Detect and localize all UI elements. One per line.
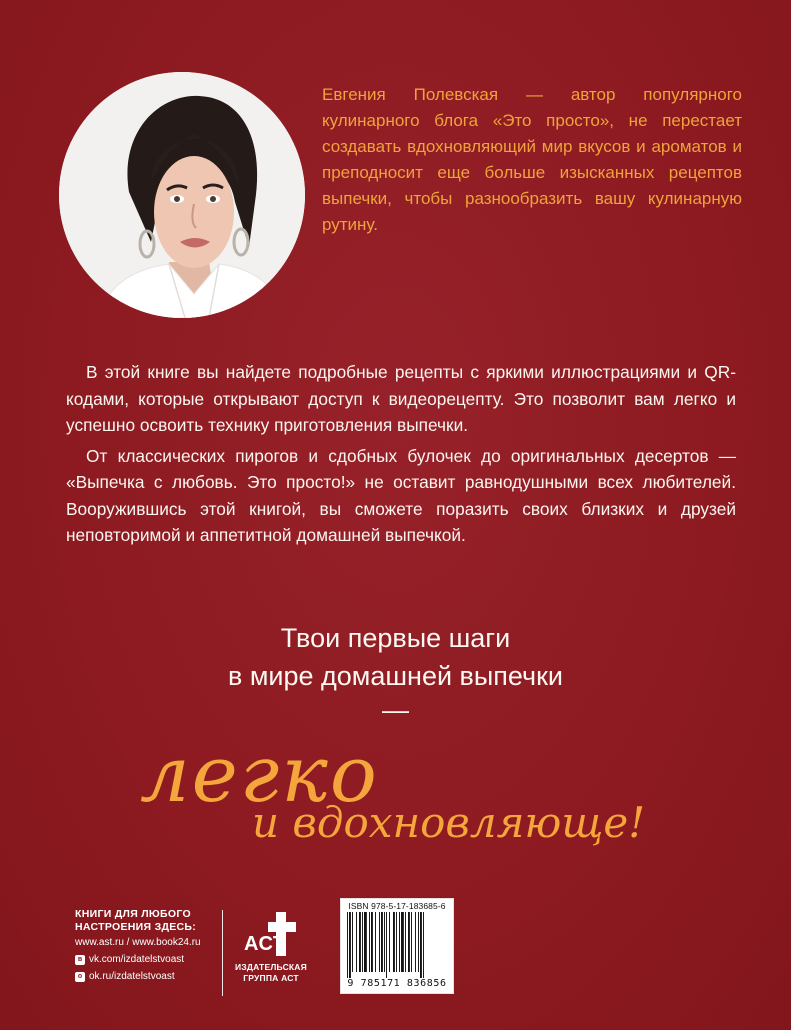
barcode-bar: [379, 912, 380, 972]
barcode-bar: [408, 912, 410, 972]
barcode-bar: [384, 912, 385, 972]
publisher-info: [75, 908, 220, 985]
tagline-line-1: Твои первые шаги: [280, 623, 511, 653]
barcode-bar: [420, 912, 422, 978]
barcode-bars: [346, 912, 448, 978]
script-headline-small: и вдохновляюще!: [252, 798, 646, 847]
author-portrait: [59, 72, 305, 318]
barcode-bar: [415, 912, 416, 972]
ast-logo-mark: [232, 906, 310, 962]
script-headline-big: легко: [140, 730, 379, 820]
isbn-text: ISBN 978-5-17-183685-6: [348, 901, 446, 911]
barcode-bar: [396, 912, 397, 972]
publisher-ok-text[interactable]: ok.ru/izdatelstvoast: [89, 971, 175, 982]
publisher-sites[interactable]: [75, 934, 220, 951]
vk-icon: в: [75, 955, 85, 965]
barcode-bar: [364, 912, 367, 972]
barcode-bar: [369, 912, 370, 972]
publisher-vk[interactable]: [75, 951, 220, 968]
publisher-vk-text[interactable]: vk.com/izdatelstvoast: [89, 954, 185, 965]
author-bio-text: Евгения Полевская — автор популярного кулинарного блога «Это просто», не перестает создавать вдохновляющий мир вкусов и ароматов и преподносит еще больше изысканных рецептов выпечки, чтобы разнообразить вашу кулинарную рутину.: [322, 85, 742, 234]
barcode-bar: [399, 912, 400, 972]
barcode-bar: [375, 912, 376, 972]
ast-logo-text: ACT: [244, 933, 286, 955]
barcode-bar: [356, 912, 357, 972]
barcode-bar: [352, 912, 353, 972]
barcode-bar: [393, 912, 395, 972]
logo-caption-line-2: ГРУППА АСТ: [243, 973, 299, 983]
description-paragraph-2: От классических пирогов и сдобных булочек до оригинальных десертов — «Выпечка с любовь. Это просто!» не оставит равнодушными всех любителей. Вооружившись этой книгой, вы сможете поразить своих близких и друзей неповторимой и аппетитной домашней выпечкой.: [66, 445, 736, 545]
ok-icon: o: [75, 972, 85, 982]
footer-divider: [222, 910, 223, 996]
description-paragraph-1: В этой книге вы найдете подробные рецепты с яркими иллюстрациями и QR-кодами, которые открывают доступ к видеорецепту. Это позволит вам легко и успешно освоить технику приготовления выпечки.: [66, 362, 736, 435]
isbn-barcode: [340, 898, 454, 994]
author-bio: [322, 82, 742, 238]
barcode-bar: [423, 912, 424, 978]
barcode-bar: [401, 912, 404, 972]
barcode-bar: [411, 912, 412, 972]
logo-caption-line-1: ИЗДАТЕЛЬСКАЯ: [235, 962, 307, 972]
barcode-bar: [386, 912, 387, 978]
barcode-bar: [349, 912, 351, 978]
barcode-digits: 9 785171 836856: [347, 978, 447, 989]
barcode-bar: [359, 912, 361, 972]
barcode-bar: [389, 912, 390, 972]
tagline-dash: —: [382, 695, 409, 725]
publisher-logo: [232, 906, 310, 996]
barcode-bar: [371, 912, 373, 972]
barcode-bar: [381, 912, 383, 972]
tagline-line-2: в мире домашней выпечки: [228, 661, 563, 691]
publisher-ok[interactable]: [75, 968, 220, 985]
barcode-bar: [418, 912, 419, 972]
publisher-sites-text[interactable]: www.ast.ru / www.book24.ru: [75, 937, 201, 948]
barcode-bar: [362, 912, 363, 972]
barcode-bar: [347, 912, 348, 978]
book-description: [66, 359, 736, 553]
publisher-header-line-2: НАСТРОЕНИЯ ЗДЕСЬ:: [75, 921, 197, 933]
publisher-header-line-1: КНИГИ ДЛЯ ЛЮБОГО: [75, 908, 191, 920]
barcode-bar: [405, 912, 406, 972]
